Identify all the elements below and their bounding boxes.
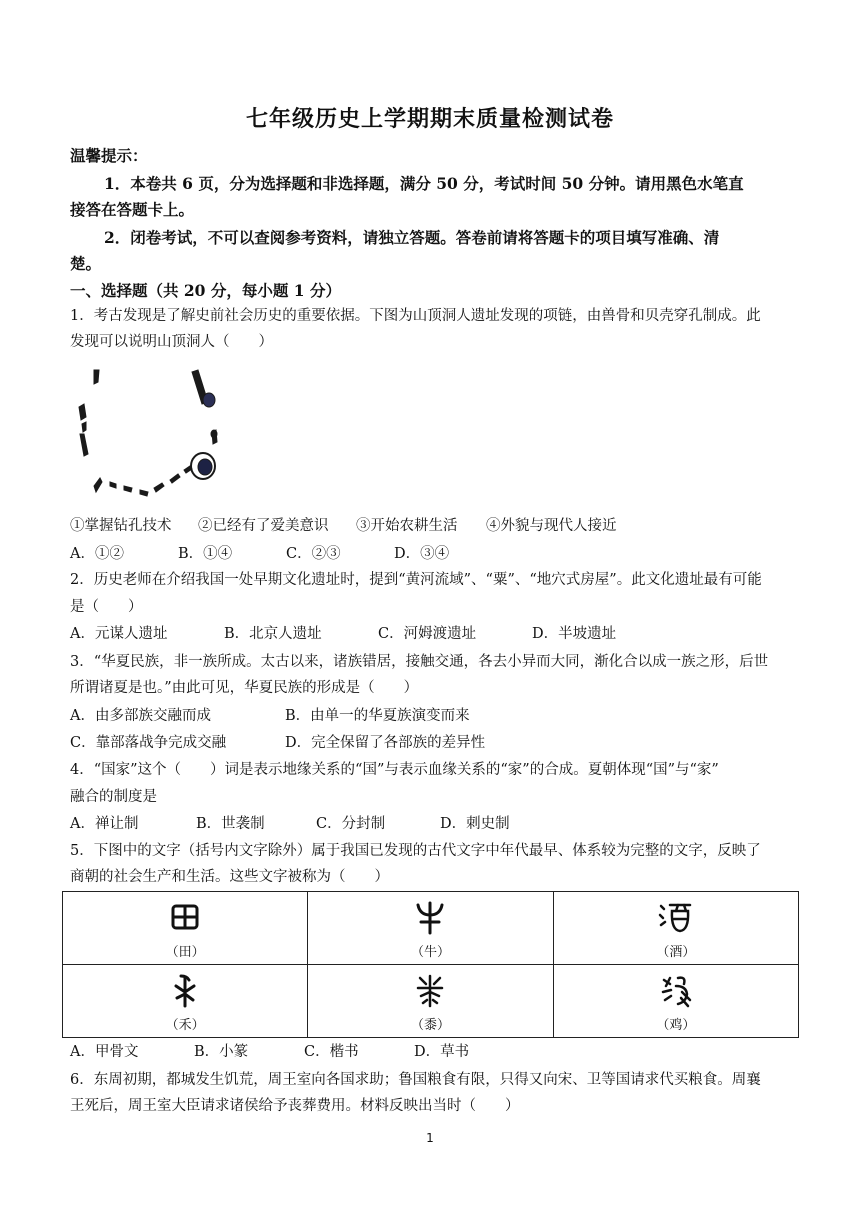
q2-options bbox=[70, 624, 800, 644]
glyph-cell bbox=[308, 965, 553, 1038]
q4-stem-line-1: 4．“国家”这个（ ）词是表示地缘关系的“国”与表示血缘关系的“家”的合成。夏朝体现“国”与“家” bbox=[70, 762, 719, 778]
glyph-cell bbox=[553, 892, 798, 965]
q5-option-d: D．草书 bbox=[414, 1044, 470, 1060]
q4-options bbox=[70, 814, 800, 834]
q3-options-row-1 bbox=[70, 706, 800, 726]
glyph-caption: （酒） bbox=[656, 944, 696, 960]
exam-title: 七年级历史上学期期末质量检测试卷 bbox=[245, 106, 614, 132]
q1-statement: ④外貌与现代人接近 bbox=[486, 518, 617, 534]
q2-option-b: B．北京人遗址 bbox=[224, 626, 322, 642]
q4-option-c: C．分封制 bbox=[316, 816, 386, 832]
oracle-glyph-wine bbox=[656, 897, 696, 937]
q4-stem-line-2: 融合的制度是 bbox=[70, 789, 157, 805]
q1-statement: ①掌握钻孔技术 bbox=[70, 518, 172, 534]
glyph-caption: （鸡） bbox=[656, 1017, 696, 1033]
q2-option-a: A．元谋人遗址 bbox=[70, 626, 168, 642]
glyph-caption: （田） bbox=[165, 944, 205, 960]
oracle-glyph-grain bbox=[165, 970, 205, 1010]
tip-2-line-2: 楚。 bbox=[70, 254, 102, 273]
q5-stem-line-1: 5．下图中的文字（括号内文字除外）属于我国已发现的古代文字中年代最早、体系较为完整的文字，反映了 bbox=[70, 843, 761, 859]
glyph-cell bbox=[63, 965, 308, 1038]
q4-option-d: D．刺史制 bbox=[440, 816, 510, 832]
q3-option-b: B．由单一的华夏族演变而来 bbox=[285, 708, 470, 724]
q1-stem-line-2: 发现可以说明山顶洞人（ ） bbox=[70, 334, 273, 350]
q4-option-a: A．禅让制 bbox=[70, 816, 139, 832]
q3-stem-line-2: 所谓诸夏是也。”由此可见，华夏民族的形成是（ ） bbox=[70, 680, 419, 696]
oracle-bone-table bbox=[62, 891, 799, 1038]
q3-option-c: C．靠部落战争完成交融 bbox=[70, 735, 227, 751]
oracle-glyph-chicken bbox=[656, 970, 696, 1010]
q1-option-d: D．③④ bbox=[394, 546, 450, 562]
glyph-cell bbox=[553, 965, 798, 1038]
oracle-glyph-field bbox=[165, 897, 205, 937]
q3-stem-line-1: 3．“华夏民族，非一族所成。太古以来，诸族错居，接触交通，各去小异而大同，渐化合以成一族之形，后世 bbox=[70, 654, 769, 670]
q5-option-a: A．甲骨文 bbox=[70, 1044, 139, 1060]
glyph-caption: （黍） bbox=[410, 1017, 450, 1033]
q1-options bbox=[70, 544, 800, 564]
q1-option-a: A．①② bbox=[70, 546, 124, 562]
glyph-cell bbox=[308, 892, 553, 965]
q1-statement: ③开始农耕生活 bbox=[356, 518, 458, 534]
page-number: 1 bbox=[426, 1131, 434, 1145]
section-heading: 一、选择题（共 20 分，每小题 1 分） bbox=[70, 281, 341, 300]
q6-stem-line-2: 王死后，周王室大臣请求诸侯给予丧葬费用。材料反映出当时（ ） bbox=[70, 1098, 520, 1114]
q5-option-b: B．小篆 bbox=[194, 1044, 249, 1060]
q3-options-row-2 bbox=[70, 733, 800, 753]
q2-option-d: D．半坡遗址 bbox=[532, 626, 617, 642]
q5-stem-line-2: 商朝的社会生产和生活。这些文字被称为（ ） bbox=[70, 869, 389, 885]
tips-heading: 温馨提示： bbox=[70, 146, 148, 165]
tip-1-line-1: 1．本卷共 6 页，分为选择题和非选择题，满分 50 分，考试时间 50 分钟。请用黑色水笔直 bbox=[104, 174, 744, 193]
oracle-glyph-millet bbox=[410, 970, 450, 1010]
q1-option-c: C．②③ bbox=[286, 546, 341, 562]
glyph-cell bbox=[63, 892, 308, 965]
q1-stem-line-1: 1．考古发现是了解史前社会历史的重要依据。下图为山顶洞人遗址发现的项链，由兽骨和贝壳穿孔制成。此 bbox=[70, 308, 761, 324]
necklace-image bbox=[74, 362, 234, 510]
glyph-caption: （禾） bbox=[165, 1017, 205, 1033]
q4-option-b: B．世袭制 bbox=[196, 816, 265, 832]
q5-options bbox=[70, 1042, 800, 1062]
q1-statement: ②已经有了爱美意识 bbox=[198, 518, 329, 534]
glyph-caption: （牛） bbox=[410, 944, 450, 960]
q3-option-a: A．由多部族交融而成 bbox=[70, 708, 211, 724]
tip-1-line-2: 接答在答题卡上。 bbox=[70, 200, 195, 219]
q1-option-b: B．①④ bbox=[178, 546, 233, 562]
q1-statements bbox=[70, 516, 800, 536]
q2-stem-line-1: 2．历史老师在介绍我国一处早期文化遗址时，提到“黄河流域”、“粟”、“地穴式房屋”。此文化遗址最有可能 bbox=[70, 572, 762, 588]
q5-option-c: C．楷书 bbox=[304, 1044, 359, 1060]
tip-2-line-1: 2．闭卷考试，不可以查阅参考资料，请独立答题。答卷前请将答题卡的项目填写准确、清 bbox=[104, 228, 720, 247]
oracle-glyph-ox bbox=[410, 897, 450, 937]
q6-stem-line-1: 6．东周初期，都城发生饥荒，周王室向各国求助；鲁国粮食有限，只得又向宋、卫等国请求代买粮食。周襄 bbox=[70, 1072, 761, 1088]
q3-option-d: D．完全保留了各部族的差异性 bbox=[285, 735, 486, 751]
q2-option-c: C．河姆渡遗址 bbox=[378, 626, 477, 642]
q2-stem-line-2: 是（ ） bbox=[70, 599, 143, 615]
